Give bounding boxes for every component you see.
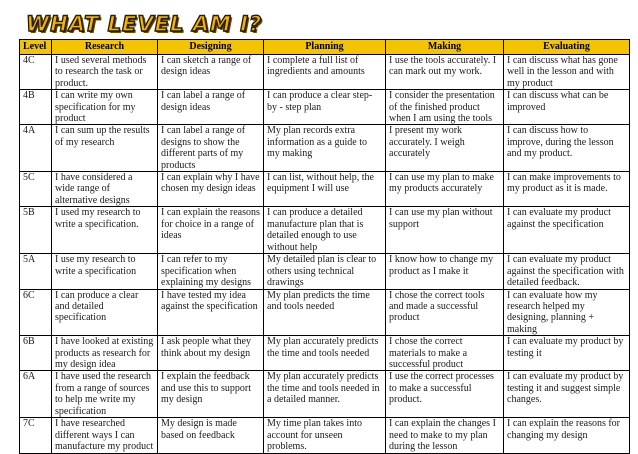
designing-cell: I can refer to my specification when explaining my designs <box>158 254 264 289</box>
table-row <box>20 371 630 418</box>
research-cell: I can write my own specification for my product <box>52 90 158 125</box>
page-title: WHAT LEVEL AM I? <box>26 12 263 36</box>
designing-cell: I have tested my idea against the specification <box>158 289 264 336</box>
table-row <box>20 125 630 172</box>
designing-cell: My design is made based on feedback <box>158 418 264 453</box>
planning-cell: I can produce a clear step-by - step plan <box>264 90 386 125</box>
research-cell: I have used the research from a range of sources to help me write my specification <box>52 371 158 418</box>
designing-cell: I ask people what they think about my design <box>158 336 264 371</box>
designing-cell: I can sketch a range of design ideas <box>158 55 264 90</box>
evaluating-cell: I can explain the reasons for changing my design <box>504 418 630 453</box>
table-header-row <box>20 40 630 55</box>
table-row <box>20 90 630 125</box>
level-cell: 4B <box>20 90 52 125</box>
table-row <box>20 55 630 90</box>
evaluating-cell: I can discuss how to improve, during the lesson and my product. <box>504 125 630 172</box>
making-cell: I present my work accurately. I weigh accurately <box>386 125 504 172</box>
designing-cell: I can label a range of designs to show the different parts of my products <box>158 125 264 172</box>
table-row <box>20 254 630 289</box>
making-cell: I chose the correct materials to make a successful product <box>386 336 504 371</box>
table-row <box>20 172 630 207</box>
research-cell: I use my research to write a specification <box>52 254 158 289</box>
making-cell: I can explain the changes I need to make to my plan during the lesson <box>386 418 504 453</box>
research-cell: I have researched different ways I can manufacture my product <box>52 418 158 453</box>
table-row <box>20 418 630 453</box>
research-cell: I have looked at existing products as research for my design idea <box>52 336 158 371</box>
evaluating-cell: I can discuss what can be improved <box>504 90 630 125</box>
evaluating-cell: I can evaluate my product by testing it and suggest simple changes. <box>504 371 630 418</box>
header-level: Level <box>20 40 52 55</box>
header-planning: Planning <box>264 40 386 55</box>
header-designing: Designing <box>158 40 264 55</box>
making-cell: I can use my plan without support <box>386 207 504 254</box>
planning-cell: I can list, without help, the equipment I will use <box>264 172 386 207</box>
level-cell: 4C <box>20 55 52 90</box>
level-cell: 6A <box>20 371 52 418</box>
level-cell: 7C <box>20 418 52 453</box>
research-cell: I can produce a clear and detailed specification <box>52 289 158 336</box>
planning-cell: My plan accurately predicts the time and tools needed <box>264 336 386 371</box>
level-cell: 6B <box>20 336 52 371</box>
level-rubric-table <box>19 39 630 454</box>
designing-cell: I can label a range of design ideas <box>158 90 264 125</box>
making-cell: I can use my plan to make my products accurately <box>386 172 504 207</box>
planning-cell: I complete a full list of ingredients and amounts <box>264 55 386 90</box>
level-cell: 5A <box>20 254 52 289</box>
evaluating-cell: I can make improvements to my product as it is made. <box>504 172 630 207</box>
evaluating-cell: I can evaluate my product against the specification with detailed feedback. <box>504 254 630 289</box>
level-cell: 4A <box>20 125 52 172</box>
table-row <box>20 207 630 254</box>
making-cell: I know how to change my product as I make it <box>386 254 504 289</box>
planning-cell: My plan accurately predicts the time and tools needed in a detailed manner. <box>264 371 386 418</box>
evaluating-cell: I can evaluate how my research helped my designing, planning + making <box>504 289 630 336</box>
planning-cell: My detailed plan is clear to others using technical drawings <box>264 254 386 289</box>
evaluating-cell: I can evaluate my product against the specification <box>504 207 630 254</box>
level-cell: 6C <box>20 289 52 336</box>
evaluating-cell: I can evaluate my product by testing it <box>504 336 630 371</box>
planning-cell: My plan records extra information as a guide to my making <box>264 125 386 172</box>
table-row <box>20 336 630 371</box>
planning-cell: I can produce a detailed manufacture plan that is detailed enough to use without help <box>264 207 386 254</box>
header-evaluating: Evaluating <box>504 40 630 55</box>
planning-cell: My time plan takes into account for unseen problems. <box>264 418 386 453</box>
level-cell: 5B <box>20 207 52 254</box>
header-research: Research <box>52 40 158 55</box>
header-making: Making <box>386 40 504 55</box>
research-cell: I have considered a wide range of alternative designs <box>52 172 158 207</box>
designing-cell: I can explain the reasons for choice in a range of ideas <box>158 207 264 254</box>
making-cell: I use the correct processes to make a successful product. <box>386 371 504 418</box>
evaluating-cell: I can discuss what has gone well in the lesson and with my product <box>504 55 630 90</box>
making-cell: I consider the presentation of the finished product when I am using the tools <box>386 90 504 125</box>
making-cell: I use the tools accurately. I can mark out my work. <box>386 55 504 90</box>
making-cell: I chose the correct tools and made a successful product <box>386 289 504 336</box>
table-row <box>20 289 630 336</box>
designing-cell: I explain the feedback and use this to support my design <box>158 371 264 418</box>
research-cell: I used my research to write a specification. <box>52 207 158 254</box>
research-cell: I can sum up the results of my research <box>52 125 158 172</box>
level-cell: 5C <box>20 172 52 207</box>
designing-cell: I can explain why I have chosen my design ideas <box>158 172 264 207</box>
planning-cell: My plan predicts the time and tools needed <box>264 289 386 336</box>
research-cell: I used several methods to research the task or product. <box>52 55 158 90</box>
